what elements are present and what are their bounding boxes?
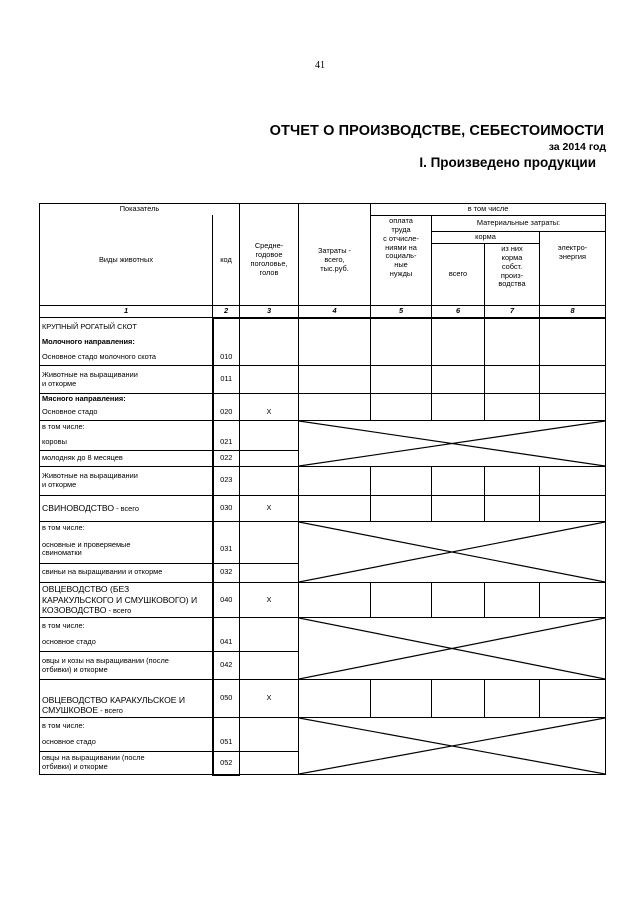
code-031: 031 bbox=[213, 536, 240, 563]
column-number: 6 bbox=[432, 305, 485, 317]
code-050: 050 bbox=[213, 680, 240, 718]
row-sows: основные и проверяемые свиноматки bbox=[40, 536, 213, 563]
row-incl-1: в том числе: bbox=[40, 420, 213, 435]
row-sheep-suffix: - всего bbox=[106, 606, 132, 616]
row-cattle: КРУПНЫЙ РОГАТЫЙ СКОТ bbox=[40, 318, 213, 337]
row-incl-3: в том числе: bbox=[40, 618, 213, 634]
report-title: ОТЧЕТ О ПРОИЗВОДСТВЕ, СЕБЕСТОИМОСТИ bbox=[269, 123, 604, 139]
cross-lines bbox=[299, 718, 605, 774]
row-karakul-suffix: - всего bbox=[98, 706, 123, 716]
row-dairy: Молочного направления: bbox=[40, 337, 213, 349]
column-number: 3 bbox=[240, 305, 299, 317]
row-pigs-suffix: - всего bbox=[114, 503, 139, 513]
column-number: 4 bbox=[299, 305, 371, 317]
cross-lines bbox=[299, 421, 605, 466]
code-051: 051 bbox=[213, 734, 240, 752]
column-number: 2 bbox=[213, 305, 240, 317]
report-year: за 2014 год bbox=[548, 141, 606, 153]
cross-lines bbox=[299, 618, 605, 679]
code-022: 022 bbox=[213, 450, 240, 466]
costs-header: Затраты - всего, тыс.руб. bbox=[299, 215, 371, 305]
row-sheep-raising: овцы и козы на выращивании (после отбивки) и откорме bbox=[40, 652, 213, 680]
labor-header: оплата труда с отчисле- ниями на социаль- ные нужды bbox=[371, 215, 432, 305]
own-feed-header: из них корма собст. произ- водства bbox=[485, 243, 540, 305]
including-header: в том числе bbox=[371, 204, 606, 216]
column-number: 7 bbox=[485, 305, 540, 317]
electricity-header: электро- энергия bbox=[540, 243, 606, 305]
x-mark: X bbox=[240, 405, 299, 420]
page-number: 41 bbox=[315, 60, 325, 71]
row-sheep-main: основное стадо bbox=[40, 634, 213, 652]
code-header: код bbox=[213, 215, 240, 305]
x-mark: X bbox=[240, 495, 299, 521]
code-042: 042 bbox=[213, 652, 240, 680]
code-023: 023 bbox=[213, 466, 240, 495]
code-021: 021 bbox=[213, 435, 240, 450]
row-karakul: ОВЦЕВОДСТВО КАРАКУЛЬСКОЕ И СМУШКОВОЕ bbox=[42, 694, 186, 716]
row-incl-4: в том числе: bbox=[40, 718, 213, 734]
row-pigs: СВИНОВОДСТВО bbox=[42, 502, 115, 513]
crossed-out-block bbox=[299, 618, 606, 680]
avg-livestock-header: Средне- годовое поголовье, голов bbox=[240, 215, 299, 305]
code-020: 020 bbox=[213, 405, 240, 420]
code-041: 041 bbox=[213, 634, 240, 652]
code-040: 040 bbox=[213, 582, 240, 618]
row-meat-main: Основное стадо bbox=[40, 405, 213, 420]
row-karakul-raising: овцы на выращивании (после отбивки) и откорме bbox=[40, 752, 213, 775]
column-number: 1 bbox=[40, 305, 213, 317]
row-cows: коровы bbox=[40, 435, 213, 450]
row-meat: Мясного направления: bbox=[40, 394, 213, 405]
column-number: 8 bbox=[540, 305, 606, 317]
row-pigs-raising: свиньи на выращивании и откорме bbox=[40, 563, 213, 582]
feed-header: корма bbox=[432, 231, 540, 243]
row-karakul-main: основное стадо bbox=[40, 734, 213, 752]
row-dairy-raising: Животные на выращивании и откорме bbox=[40, 366, 213, 394]
row-sheep: ОВЦЕВОДСТВО (БЕЗ КАРАКУЛЬСКОГО И СМУШКОВОГО) И КОЗОВОДСТВО bbox=[42, 583, 198, 616]
code-032: 032 bbox=[213, 563, 240, 582]
x-mark: X bbox=[240, 582, 299, 618]
cross-lines bbox=[299, 522, 605, 582]
row-calves: молодняк до 8 месяцев bbox=[40, 450, 213, 466]
production-table bbox=[39, 203, 606, 776]
crossed-out-block bbox=[299, 420, 606, 466]
indicator-header: Показатель bbox=[40, 204, 240, 216]
code-011: 011 bbox=[213, 366, 240, 394]
code-010: 010 bbox=[213, 349, 240, 366]
code-052: 052 bbox=[213, 752, 240, 775]
crossed-out-block bbox=[299, 718, 606, 775]
row-meat-raising: Животные на выращивании и откорме bbox=[40, 466, 213, 495]
code-030: 030 bbox=[213, 495, 240, 521]
row-dairy-main: Основное стадо молочного скота bbox=[40, 349, 213, 366]
section-title: I. Произведено продукции bbox=[419, 155, 596, 170]
column-number: 5 bbox=[371, 305, 432, 317]
x-mark: X bbox=[240, 680, 299, 718]
material-header: Материальные затраты: bbox=[432, 215, 606, 231]
animal-types-header: Виды животных bbox=[40, 215, 213, 305]
row-incl-2: в том числе: bbox=[40, 521, 213, 536]
total-header: всего bbox=[432, 243, 485, 305]
crossed-out-block bbox=[299, 521, 606, 582]
